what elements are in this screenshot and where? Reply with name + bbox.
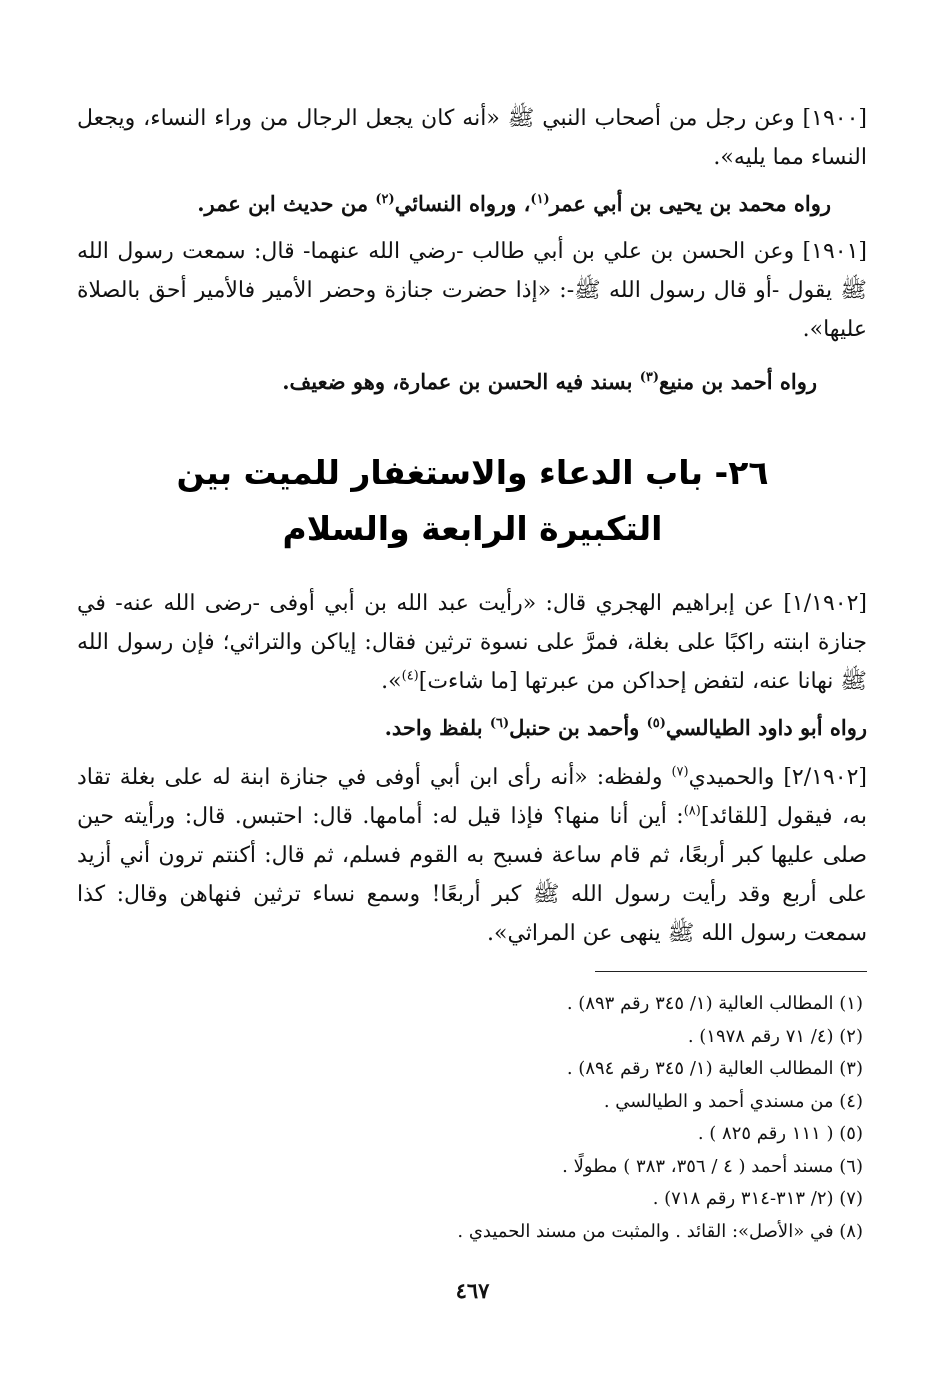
hadith-1902-2-part3: : أين أنا منها؟ فإذا قيل له: أمامها. قال: احتبس. قال: ورأيته حين صلى عليها كبر أربعًا، ثم قام ساعة فسبح به القوم فسلم، ثم قال: أكنتم ترون أني أزيد على أربع وقد رأيت رسول الله ﷺ كبر أربعًا! وسمع نساء ترثين فنهاهن وقال: كذا سمعت رسول الله ﷺ ينهى عن المراثي». xyxy=(77,804,867,946)
footnote-ref-2[interactable]: (٢) xyxy=(375,192,395,207)
source-1900 xyxy=(197,186,831,222)
footnote-4: (٤) من مسندي أحمد و الطيالسي . xyxy=(603,1090,863,1112)
hadith-1900 xyxy=(77,99,867,177)
footnote-ref-1[interactable]: (١) xyxy=(530,192,550,207)
source-1902-part3: بلفظ واحد. xyxy=(384,715,490,740)
chapter-title-line-2: التكبيرة الرابعة والسلام xyxy=(282,509,663,548)
footnote-ref-7[interactable]: (٧) xyxy=(671,764,689,780)
source-1901-part2: بسند فيه الحسن بن عمارة، وهو ضعيف. xyxy=(282,369,640,394)
hadith-1901-text: [١٩٠١] وعن الحسن بن علي بن أبي طالب -رضي الله عنهما- قال: سمعت رسول الله ﷺ يقول -أو قال رسول الله ﷺ-: «إذا حضرت جنازة وحضر الأمير فالأمير أحق بالصلاة عليها». xyxy=(77,239,868,342)
source-1902 xyxy=(385,710,867,746)
footnote-divider xyxy=(595,971,867,972)
hadith-1902-1 xyxy=(77,584,867,701)
hadith-1902-2-part2: ولفظه: «أنه رأى ابن أبي أوفى في جنازة ابنة له على بغلة تقاد به، فيقول [للقائد] xyxy=(77,765,867,829)
hadith-1902-2 xyxy=(77,758,867,953)
footnote-3: (٣) المطالب العالية (١/ ٣٤٥ رقم ٨٩٤) . xyxy=(566,1058,863,1079)
source-1900-part2: ، ورواه النسائي xyxy=(394,191,531,216)
footnote-8: (٨) في «الأصل»: القائد . والمثبت من مسند الحميدي . xyxy=(457,1220,863,1242)
footnote-7: (٧) (٢/ ٣١٣-٣١٤ رقم ٧١٨) . xyxy=(652,1188,863,1209)
page-number: ٤٦٧ xyxy=(455,1278,490,1303)
footnote-1: (١) المطالب العالية (١/ ٣٤٥ رقم ٨٩٣) . xyxy=(566,993,863,1014)
hadith-1902-1-end: ». xyxy=(381,669,402,694)
footnote-ref-3[interactable]: (٣) xyxy=(639,370,660,385)
source-1901 xyxy=(282,364,817,400)
footnote-ref-5[interactable]: (٥) xyxy=(646,716,666,731)
footnotes-list xyxy=(263,988,863,1248)
source-1902-part1: رواه أبو داود الطيالسي xyxy=(665,715,867,740)
source-1900-part1: رواه محمد بن يحيى بن أبي عمر xyxy=(549,191,831,216)
hadith-1900-text: [١٩٠٠] وعن رجل من أصحاب النبي ﷺ «أنه كان يجعل الرجال من وراء النساء، ويجعل النساء مما يليه». xyxy=(77,106,867,170)
hadith-1901 xyxy=(77,232,867,349)
chapter-title-line-1: ٢٦- باب الدعاء والاستغفار للميت بين xyxy=(176,453,769,492)
source-1900-part3: من حديث ابن عمر. xyxy=(197,191,376,216)
source-1901-part1: رواه أحمد بن منيع xyxy=(659,369,817,394)
source-1902-part2: وأحمد بن حنبل xyxy=(509,715,647,740)
hadith-1902-1-text: [١/١٩٠٢] عن إبراهيم الهجري قال: «رأيت عبد الله بن أبي أوفى -رضى الله عنه- في جنازة ابنته راكبًا على بغلة، فمرَّ على نسوة ترثين فقال: إياكن والتراثي؛ فإن رسول الله ﷺ نهانا عنه، لتفض إحداكن من عبرتها [ما شاءت] xyxy=(77,591,867,694)
footnote-6: (٦) مسند أحمد ( ٤ / ٣٥٦، ٣٨٣ ) مطولًا . xyxy=(562,1155,863,1177)
hadith-1902-2-part1: [٢/١٩٠٢] والحميدي xyxy=(688,765,867,790)
footnote-ref-8[interactable]: (٨) xyxy=(683,803,701,819)
footnote-2: (٢) (٤/ ٧١ رقم ١٩٧٨) . xyxy=(687,1025,863,1047)
footnote-5: (٥) ( ١١١ رقم ٨٢٥ ) . xyxy=(697,1123,863,1144)
footnote-ref-6[interactable]: (٦) xyxy=(489,716,510,731)
footnote-ref-4[interactable]: (٤) xyxy=(401,668,419,684)
